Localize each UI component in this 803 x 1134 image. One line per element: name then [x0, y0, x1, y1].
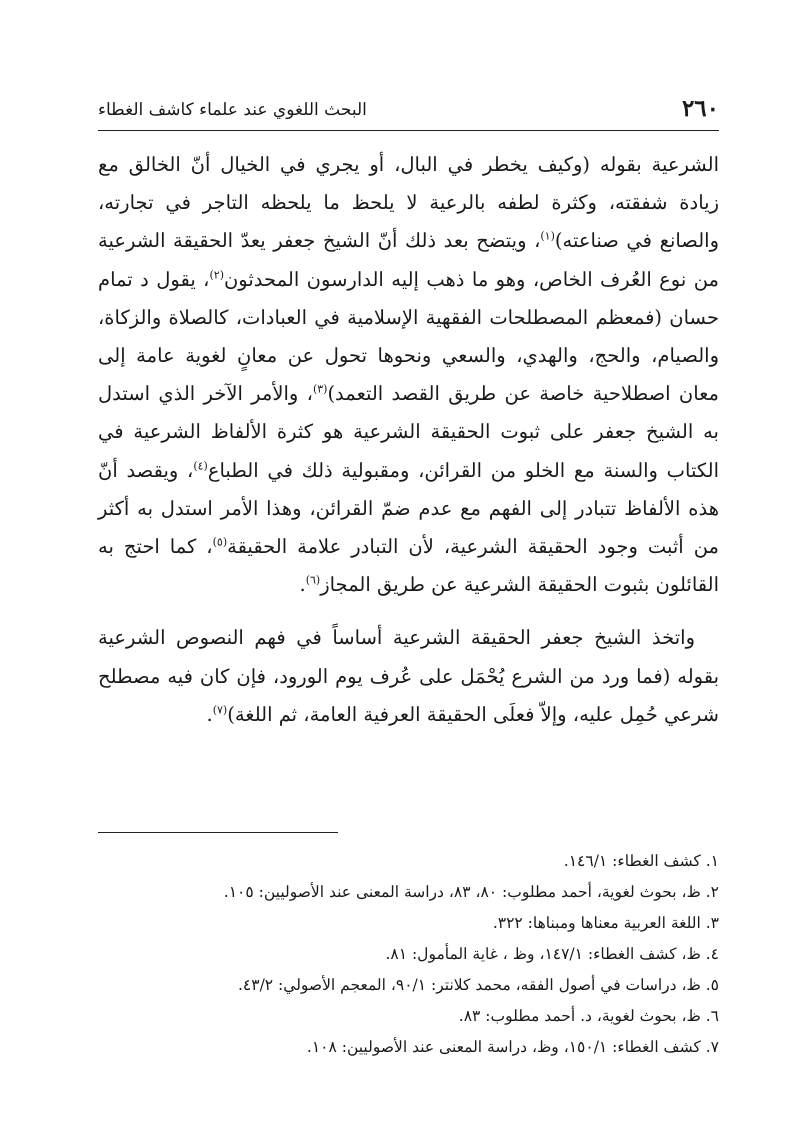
footnote-7: ٧. كشف الغطاء: ١٥٠/١، وظ، دراسة المعنى عند الأصوليين: ١٠٨.: [306, 1038, 719, 1056]
page-header: [98, 86, 719, 126]
header-divider: [98, 130, 719, 131]
footnote-ref: (٧): [212, 703, 228, 717]
footnote-ref: (٣): [312, 382, 328, 396]
footnote-1: ١. كشف الغطاء: ١٤٦/١.: [563, 852, 719, 870]
paragraph-text: ، ويتضح بعد ذلك أنّ الشيخ جعفر يعدّ الحقيقة الشرعية من نوع العُرف الخاص، وهو ما ذهب إليه الدارسون المحدثون: [98, 229, 720, 291]
footnote-2: ٢. ظ، بحوث لغوية، أحمد مطلوب: ٨٠، ٨٣، دراسة المعنى عند الأصوليين: ١٠٥.: [223, 883, 719, 901]
footnote-ref: (١): [540, 229, 555, 243]
footnote-ref: (٦): [305, 573, 321, 587]
footnote-5: ٥. ظ، دراسات في أصول الفقه، محمد كلانتر: ٩٠/١، المعجم الأصولي: ٤٣/٢.: [237, 976, 719, 994]
paragraph-text: ، كما احتج به القائلون بثبوت الحقيقة الشرعية عن طريق المجاز: [98, 535, 719, 597]
footnote-ref: (٥): [212, 535, 228, 549]
footnote-divider: [98, 832, 338, 833]
page-number: ٢٦٠: [681, 95, 719, 122]
paragraph-text: .: [299, 573, 306, 597]
footnote-4: ٤. ظ، كشف الغطاء: ١٤٧/١، وظ ، غاية المأمول: ٨١.: [385, 945, 719, 963]
paragraph-text: ، يقول د تمام حسان (فمعظم المصطلحات الفقهية الإسلامية في العبادات، كالصلاة والزكاة، والصيام، والحج، والهدي، والسعي ونحوها تحول عن معانٍ لغوية عامة إلى معان اصطلاحية خاصة عن طريق القصد التعمد): [98, 267, 719, 406]
footnotes: [98, 846, 719, 1063]
footnote-3: ٣. اللغة العربية معناها ومبناها: ٣٢٢.: [492, 914, 719, 932]
footnote-ref: (٤): [193, 459, 208, 473]
running-title: البحث اللغوي عند علماء كاشف الغطاء: [98, 100, 367, 120]
body-text: [98, 146, 719, 749]
document-page: [98, 0, 719, 1134]
paragraph-2: [98, 619, 719, 734]
footnote-6: ٦. ظ، بحوث لغوية، د. أحمد مطلوب: ٨٣.: [458, 1007, 719, 1025]
paragraph-text: ، ويقصد أنّ هذه الألفاظ تتبادر إلى الفهم مع عدم ضمّ القرائن، وهذا الأمر استدل به أكثر من أثبت وجود الحقيقة الشرعية، لأن التبادر علامة الحقيقة: [98, 458, 720, 559]
paragraph-text: ، والأمر الآخر الذي استدل به الشيخ جعفر على ثبوت الحقيقة الشرعية هو كثرة الألفاظ الشرعية في الكتاب والسنة مع الخلو من القرائن، ومقبولية ذلك في الطباع: [98, 382, 719, 482]
paragraph-1: [98, 146, 719, 604]
paragraph-text: الشرعية بقوله (وكيف يخطر في البال، أو يجري في الخيال أنّ الخالق مع زيادة شفقته، وكثرة لطفه بالرعية لا يلحظ ما يلحظه التاجر في تجارته، والصانع في صناعته): [98, 153, 719, 253]
paragraph-text: .: [206, 702, 213, 726]
footnote-ref: (٢): [209, 268, 224, 282]
paragraph-text: واتخذ الشيخ جعفر الحقيقة الشرعية أساساً في فهم النصوص الشرعية بقوله (فما ورد من الشرع يُحْمَل على عُرف يوم الورود، فإن كان فيه مصطلح شرعي حُمِل عليه، وإلاّ فعلَى الحقيقة العرفية العامة، ثم اللغة): [98, 626, 719, 726]
